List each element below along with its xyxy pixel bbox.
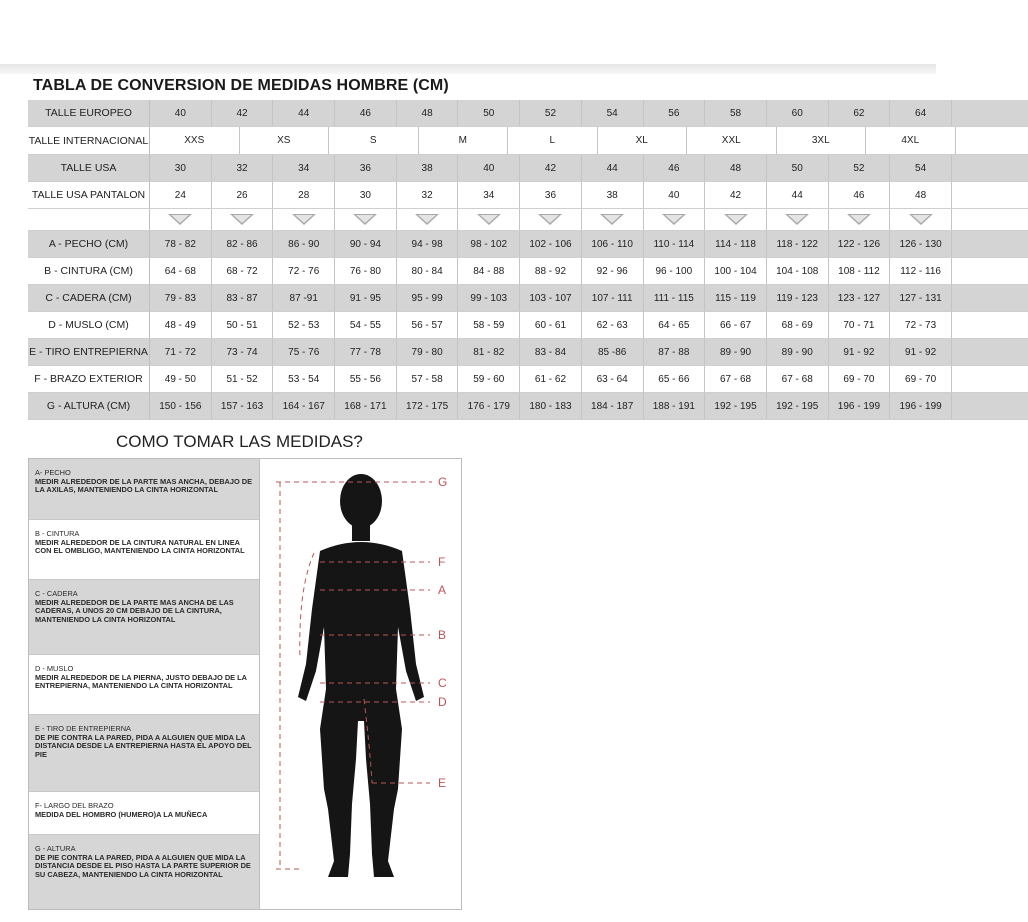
step-arm — [29, 792, 259, 835]
cell: 34 — [273, 155, 335, 181]
cell: 48 - 49 — [150, 312, 212, 338]
cell: 90 - 94 — [335, 231, 397, 257]
cell: 36 — [520, 182, 582, 208]
down-triangle-icon — [415, 214, 439, 225]
cell: 28 — [273, 182, 335, 208]
cell: 42 — [520, 155, 582, 181]
cell: 52 - 53 — [273, 312, 335, 338]
cell: 80 - 84 — [397, 258, 459, 284]
row-usa — [28, 155, 1028, 182]
step-inseam — [29, 715, 259, 792]
cell: 100 - 104 — [705, 258, 767, 284]
step-head: E - TIRO DE ENTREPIERNA — [35, 724, 131, 733]
step-waist — [29, 520, 259, 580]
cell: 30 — [150, 155, 212, 181]
step-text: MEDIR ALREDEDOR DE LA PARTE MAS ANCHA DE LAS CADERAS, A UNOS 20 CM DEBAJO DE LA CINTURA, MANTENIENDO LA CINTA HORIZONTAL — [35, 597, 234, 624]
step-list — [29, 459, 260, 909]
cell: 87 - 88 — [644, 339, 706, 365]
silhouette-icon — [298, 474, 424, 877]
cell: 54 — [582, 100, 644, 126]
step-chest — [29, 459, 259, 520]
cell: 72 - 76 — [273, 258, 335, 284]
down-triangle-icon — [909, 214, 933, 225]
cell: 89 - 90 — [767, 339, 829, 365]
cell: 38 — [397, 155, 459, 181]
cell: 58 — [705, 100, 767, 126]
cell: 192 - 195 — [767, 393, 829, 419]
row-measure — [28, 366, 1028, 393]
cell: 82 - 86 — [212, 231, 274, 257]
row-measure — [28, 231, 1028, 258]
cell: 104 - 108 — [767, 258, 829, 284]
cell: 68 - 72 — [212, 258, 274, 284]
cell: 42 — [705, 182, 767, 208]
cell: 30 — [335, 182, 397, 208]
step-text: MEDIR ALREDEDOR DE LA PARTE MAS ANCHA, DEBAJO DE LA AXILAS, MANTENIENDO LA CINTA HORIZONTAL — [35, 476, 253, 495]
body-diagram — [260, 459, 461, 909]
step-text: MEDIR ALREDEDOR DE LA PIERNA, JUSTO DEBAJO DE LA ENTREPIERNA, MANTENIENDO LA CINTA HORIZONTAL — [35, 672, 247, 691]
cell: 50 - 51 — [212, 312, 274, 338]
cell-arrow — [767, 209, 829, 230]
cell: 172 - 175 — [397, 393, 459, 419]
cell: 40 — [644, 182, 706, 208]
cell: 94 - 98 — [397, 231, 459, 257]
cell: 77 - 78 — [335, 339, 397, 365]
row-label: TALLE INTERNACIONAL — [28, 127, 150, 154]
cell: 81 - 82 — [458, 339, 520, 365]
cell: M — [419, 127, 509, 154]
cell: 91 - 92 — [890, 339, 952, 365]
cell: 32 — [212, 155, 274, 181]
step-text: MEDIR ALREDEDOR DE LA CINTURA NATURAL EN LINEA CON EL OMBLIGO, MANTENIENDO LA CINTA HORIZONTAL — [35, 537, 245, 556]
row-label: E - TIRO ENTREPIERNA — [28, 339, 150, 365]
marker-d: D — [438, 695, 447, 709]
cell: 102 - 106 — [520, 231, 582, 257]
cell: 96 - 100 — [644, 258, 706, 284]
cell: 60 - 61 — [520, 312, 582, 338]
cell: 89 - 90 — [705, 339, 767, 365]
cell-arrow — [335, 209, 397, 230]
cell: 196 - 199 — [890, 393, 952, 419]
down-triangle-icon — [292, 214, 316, 225]
cell: 55 - 56 — [335, 366, 397, 392]
cell: 65 - 66 — [644, 366, 706, 392]
cell: 92 - 96 — [582, 258, 644, 284]
cell: 54 - 55 — [335, 312, 397, 338]
cell: 107 - 111 — [582, 285, 644, 311]
step-text: DE PIE CONTRA LA PARED, PIDA A ALGUIEN QUE MIDA LA DISTANCIA DESDE LA ENTREPIERNA HASTA EL APOYO DEL PIE — [35, 732, 252, 759]
row-international — [28, 127, 1028, 155]
cell: 64 — [890, 100, 952, 126]
cell: 64 - 65 — [644, 312, 706, 338]
step-head: D - MUSLO — [35, 664, 74, 673]
cell-arrow — [705, 209, 767, 230]
row-label: A - PECHO (CM) — [28, 231, 150, 257]
cell: L — [508, 127, 598, 154]
down-triangle-icon — [600, 214, 624, 225]
cell: 67 - 68 — [767, 366, 829, 392]
step-text: DE PIE CONTRA LA PARED, PIDA A ALGUIEN QUE MIDA LA DISTANCIA DESDE EL PISO HASTA LA PARTE SUPERIOR DE SU CABEZA, MANTENIENDO LA CINTA HORIZONTAL — [35, 852, 251, 879]
row-euro — [28, 100, 1028, 127]
cell: XL — [598, 127, 688, 154]
cell: 184 - 187 — [582, 393, 644, 419]
measure-markers — [438, 475, 447, 790]
row-label: F - BRAZO EXTERIOR — [28, 366, 150, 392]
cell: 115 - 119 — [705, 285, 767, 311]
cell: 112 - 116 — [890, 258, 952, 284]
cell: 168 - 171 — [335, 393, 397, 419]
cell: XXS — [150, 127, 240, 154]
cell: 54 — [890, 155, 952, 181]
cell: 52 — [520, 100, 582, 126]
cell: 4XL — [866, 127, 956, 154]
cell: 53 - 54 — [273, 366, 335, 392]
cell-arrow — [212, 209, 274, 230]
size-conversion-table — [28, 100, 942, 420]
cell: 44 — [273, 100, 335, 126]
cell: 91 - 95 — [335, 285, 397, 311]
step-height — [29, 835, 259, 909]
cell: 46 — [829, 182, 891, 208]
cell: 103 - 107 — [520, 285, 582, 311]
down-triangle-icon — [353, 214, 377, 225]
row-label-empty — [28, 209, 150, 230]
cell: 49 - 50 — [150, 366, 212, 392]
cell: 164 - 167 — [273, 393, 335, 419]
cell-arrow — [644, 209, 706, 230]
cell: 59 - 60 — [458, 366, 520, 392]
cell-arrow — [150, 209, 212, 230]
cell: 50 — [458, 100, 520, 126]
cell: 40 — [150, 100, 212, 126]
cell: 126 - 130 — [890, 231, 952, 257]
cell: 176 - 179 — [458, 393, 520, 419]
cell: 192 - 195 — [705, 393, 767, 419]
cell: 26 — [212, 182, 274, 208]
cell: 69 - 70 — [890, 366, 952, 392]
row-usa-pantalon — [28, 182, 1028, 209]
cell: 122 - 126 — [829, 231, 891, 257]
row-measure — [28, 339, 1028, 366]
row-measure — [28, 285, 1028, 312]
cell: 52 — [829, 155, 891, 181]
cell: S — [329, 127, 419, 154]
cell: 63 - 64 — [582, 366, 644, 392]
marker-b: B — [438, 628, 447, 642]
row-measure — [28, 393, 1028, 420]
cell: 46 — [644, 155, 706, 181]
cell: 48 — [397, 100, 459, 126]
cell: 48 — [705, 155, 767, 181]
step-hip — [29, 580, 259, 655]
cell: 76 - 80 — [335, 258, 397, 284]
cell: 58 - 59 — [458, 312, 520, 338]
cell: 91 - 92 — [829, 339, 891, 365]
step-head: G - ALTURA — [35, 844, 76, 853]
marker-g: G — [438, 475, 448, 489]
cell: 86 - 90 — [273, 231, 335, 257]
cell: 84 - 88 — [458, 258, 520, 284]
cell: 196 - 199 — [829, 393, 891, 419]
down-triangle-icon — [662, 214, 686, 225]
measurement-guide — [28, 458, 462, 910]
row-label: TALLE USA PANTALON — [28, 182, 150, 208]
cell: XXL — [687, 127, 777, 154]
step-thigh — [29, 655, 259, 715]
step-text: MEDIDA DEL HOMBRO (HUMERO)A LA MUÑECA — [35, 809, 208, 819]
top-shadow-bar — [0, 64, 936, 74]
cell: 123 - 127 — [829, 285, 891, 311]
cell: 85 -86 — [582, 339, 644, 365]
row-label: TALLE USA — [28, 155, 150, 181]
cell-arrow — [520, 209, 582, 230]
cell: 73 - 74 — [212, 339, 274, 365]
cell: 51 - 52 — [212, 366, 274, 392]
cell: 34 — [458, 182, 520, 208]
cell: 3XL — [777, 127, 867, 154]
down-triangle-icon — [168, 214, 192, 225]
cell: 50 — [767, 155, 829, 181]
cell: 56 - 57 — [397, 312, 459, 338]
cell: 119 - 123 — [767, 285, 829, 311]
cell: 56 — [644, 100, 706, 126]
cell: 44 — [767, 182, 829, 208]
row-measure — [28, 258, 1028, 285]
cell-arrow — [397, 209, 459, 230]
cell: 127 - 131 — [890, 285, 952, 311]
down-triangle-icon — [785, 214, 809, 225]
cell: 118 - 122 — [767, 231, 829, 257]
step-head: F- LARGO DEL BRAZO — [35, 801, 114, 810]
cell: 108 - 112 — [829, 258, 891, 284]
cell: XS — [240, 127, 330, 154]
cell: 68 - 69 — [767, 312, 829, 338]
cell: 106 - 110 — [582, 231, 644, 257]
cell: 83 - 84 — [520, 339, 582, 365]
cell: 48 — [890, 182, 952, 208]
cell: 60 — [767, 100, 829, 126]
down-triangle-icon — [538, 214, 562, 225]
cell-arrow — [829, 209, 891, 230]
cell: 24 — [150, 182, 212, 208]
cell: 44 — [582, 155, 644, 181]
page-title: TABLA DE CONVERSION DE MEDIDAS HOMBRE (CM) — [33, 77, 449, 94]
cell: 67 - 68 — [705, 366, 767, 392]
cell: 46 — [335, 100, 397, 126]
cell: 32 — [397, 182, 459, 208]
cell: 64 - 68 — [150, 258, 212, 284]
body-figure-panel — [260, 459, 461, 909]
cell: 66 - 67 — [705, 312, 767, 338]
row-label: G - ALTURA (CM) — [28, 393, 150, 419]
cell: 88 - 92 — [520, 258, 582, 284]
down-triangle-icon — [477, 214, 501, 225]
cell: 95 - 99 — [397, 285, 459, 311]
cell: 114 - 118 — [705, 231, 767, 257]
cell: 79 - 83 — [150, 285, 212, 311]
down-triangle-icon — [847, 214, 871, 225]
marker-a: A — [438, 583, 447, 597]
marker-e: E — [438, 776, 447, 790]
cell: 111 - 115 — [644, 285, 706, 311]
row-label: D - MUSLO (CM) — [28, 312, 150, 338]
row-measure — [28, 312, 1028, 339]
cell: 180 - 183 — [520, 393, 582, 419]
cell: 42 — [212, 100, 274, 126]
marker-c: C — [438, 676, 447, 690]
cell: 69 - 70 — [829, 366, 891, 392]
row-label: C - CADERA (CM) — [28, 285, 150, 311]
step-head: A- PECHO — [35, 468, 71, 477]
cell: 98 - 102 — [458, 231, 520, 257]
cell: 99 - 103 — [458, 285, 520, 311]
cell: 62 — [829, 100, 891, 126]
cell: 79 - 80 — [397, 339, 459, 365]
cell: 62 - 63 — [582, 312, 644, 338]
cell: 38 — [582, 182, 644, 208]
cell: 87 -91 — [273, 285, 335, 311]
cell: 188 - 191 — [644, 393, 706, 419]
cell: 61 - 62 — [520, 366, 582, 392]
cell: 70 - 71 — [829, 312, 891, 338]
down-triangle-icon — [724, 214, 748, 225]
marker-f: F — [438, 555, 446, 569]
down-triangle-icon — [230, 214, 254, 225]
cell-arrow — [582, 209, 644, 230]
cell: 71 - 72 — [150, 339, 212, 365]
cell: 78 - 82 — [150, 231, 212, 257]
cell-arrow — [890, 209, 952, 230]
guide-title: COMO TOMAR LAS MEDIDAS? — [116, 432, 363, 451]
cell: 83 - 87 — [212, 285, 274, 311]
cell: 75 - 76 — [273, 339, 335, 365]
row-arrows — [28, 209, 1028, 231]
row-label: B - CINTURA (CM) — [28, 258, 150, 284]
cell: 36 — [335, 155, 397, 181]
cell: 57 - 58 — [397, 366, 459, 392]
cell: 150 - 156 — [150, 393, 212, 419]
cell: 72 - 73 — [890, 312, 952, 338]
cell: 157 - 163 — [212, 393, 274, 419]
cell: 110 - 114 — [644, 231, 706, 257]
step-head: C - CADERA — [35, 589, 78, 598]
cell-arrow — [458, 209, 520, 230]
cell: 40 — [458, 155, 520, 181]
step-head: B - CINTURA — [35, 529, 80, 538]
cell-arrow — [273, 209, 335, 230]
row-label: TALLE EUROPEO — [28, 100, 150, 126]
